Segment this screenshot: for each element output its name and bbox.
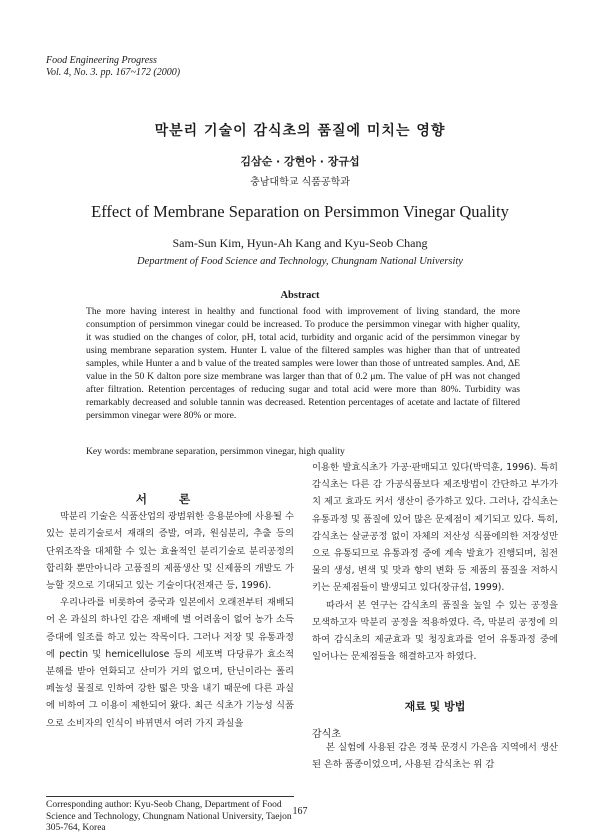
methods-heading: 재료 및 방법 bbox=[404, 700, 466, 713]
intro-paragraph-3: 이용한 발효식초가 가공·판매되고 있다(박덕훈, 1996). 특히 감식초는 다른 감 가공식품보다 제조방법이 간단하고 부가가치 제고 효과도 커서 생산이 증가하고 있다. 그러나, 감식초는 유통과정 및 품질에 있어 많은 문제점이 제기되고 있다. 특히, 감식초는 살균공정 없이 자체의 저산성 식품에의한 저장성만으로 유통되므로 유통과정 중에 계속 발효가 진행되며, 침전물의 생성, 변색 및 맛과 향의 변화 등 제품의 품질을 저하시키는 문제점들이 발생되고 있다(장규섭, 1999). bbox=[312, 462, 558, 594]
affiliation-korean: 충남대학교 식품공학과 bbox=[250, 177, 350, 188]
corresponding-author-footnote: Corresponding author: Kyu-Seob Chang, Department of Food Science and Technology, Chungnam National University, Taejon 305-764, Korea bbox=[46, 800, 292, 833]
footnote-divider bbox=[46, 796, 294, 797]
affiliation-english: Department of Food Science and Technology, Chungnam National University bbox=[137, 256, 463, 267]
journal-header bbox=[46, 55, 180, 79]
journal-name: Food Engineering Progress bbox=[46, 55, 157, 66]
title-english: Effect of Membrane Separation on Persimmon Vinegar Quality bbox=[91, 202, 509, 221]
intro-paragraph-4: 따라서 본 연구는 감식초의 품질을 높일 수 있는 공정을 모색하고자 막분리 공정을 적용하였다. 즉, 막분리 공정에 의하여 감식초의 제균효과 및 청징효과를 얻어 유통과정 중에 일어나는 문제점들을 해결하고자 하였다. bbox=[312, 599, 558, 663]
right-column bbox=[312, 459, 558, 665]
journal-volume: Vol. 4, No. 3. pp. 167~172 (2000) bbox=[46, 67, 181, 78]
intro-paragraph-1: 막분리 기술은 식품산업의 광범위한 응용분야에 사용될 수 있는 분리기술로서 재래의 증발, 여과, 원심분리, 추출 등의 단위조작을 대체할 수 있는 효율적인 분리기술로 분리공정의 합리화 뿐만아니라 고품질의 제품생산 및 신제품의 개발도 가능할 것으로 기대되고 있는 기술이다(전재근 등, 1996). bbox=[46, 511, 294, 592]
left-column bbox=[46, 491, 294, 732]
keywords: Key words: membrane separation, persimmon vinegar, high quality bbox=[86, 446, 345, 457]
methods-subheading: 감식초 bbox=[312, 729, 341, 740]
authors-korean: 김삼순 · 강현아 · 장규섭 bbox=[240, 155, 360, 168]
authors-english: Sam-Sun Kim, Hyun-Ah Kang and Kyu-Seob Chang bbox=[172, 236, 428, 250]
intro-paragraph-2: 우리나라를 비롯하여 중국과 일본에서 오래전부터 재배되어 온 과실의 하나인 감은 재배에 별 어려움이 없어 농가 소득 증대에 일조를 하고 있는 작목이다. 그러나 저장 및 유통과정에 pectin 및 hemicellulose 등의 세포벽 다당류가 효소적 분해를 받아 연화되고 산미가 거의 없으며, 탄닌이라는 폴리페놀성 물질로 인하여 강한 떫은 맛을 내기 때문에 다른 과실에 비하여 그 이용이 제한되어 왔다. 최근 식초가 기능성 식품으로 소비자의 인식이 바뀌면서 여러 가지 과실을 bbox=[46, 597, 294, 729]
page-number: 167 bbox=[292, 806, 308, 817]
abstract-text: The more having interest in healthy and functional food with improvement of living standard, the more consumption of persimmon vinegar could be increased. To produce the persimmon vinegar with higher quality, it was studied on the changes of color, pH, total acid, turbidity and organic acid of the persimmon vinegar by using membrane separation system. Hunter L value of the filtered samples was higher than that of untreated samples, while Hunter a and b value of the treated samples were lower than those of untreated samples. And, ΔE value in the 50 K dalton pore size membrane was larger than that of 0.2 μm. The value of pH was not changed after filtration. Retention percentages of reducing sugar and total acid were more than 80%. Turbidity was remarkably decreased and soluble tannin was decreased. Retention percentages of acetate and lactate of filtered persimmon vinegar were 80% or more. bbox=[86, 306, 520, 421]
title-korean: 막분리 기술이 감식초의 품질에 미치는 영향 bbox=[154, 123, 446, 139]
methods-paragraph-1: 본 실험에 사용된 감은 경북 문경시 가은읍 지역에서 생산된 은하 품종이었으며, 사용된 감식초는 위 감 bbox=[312, 742, 558, 771]
abstract-heading: Abstract bbox=[280, 290, 320, 301]
introduction-heading: 서 론 bbox=[135, 492, 205, 506]
